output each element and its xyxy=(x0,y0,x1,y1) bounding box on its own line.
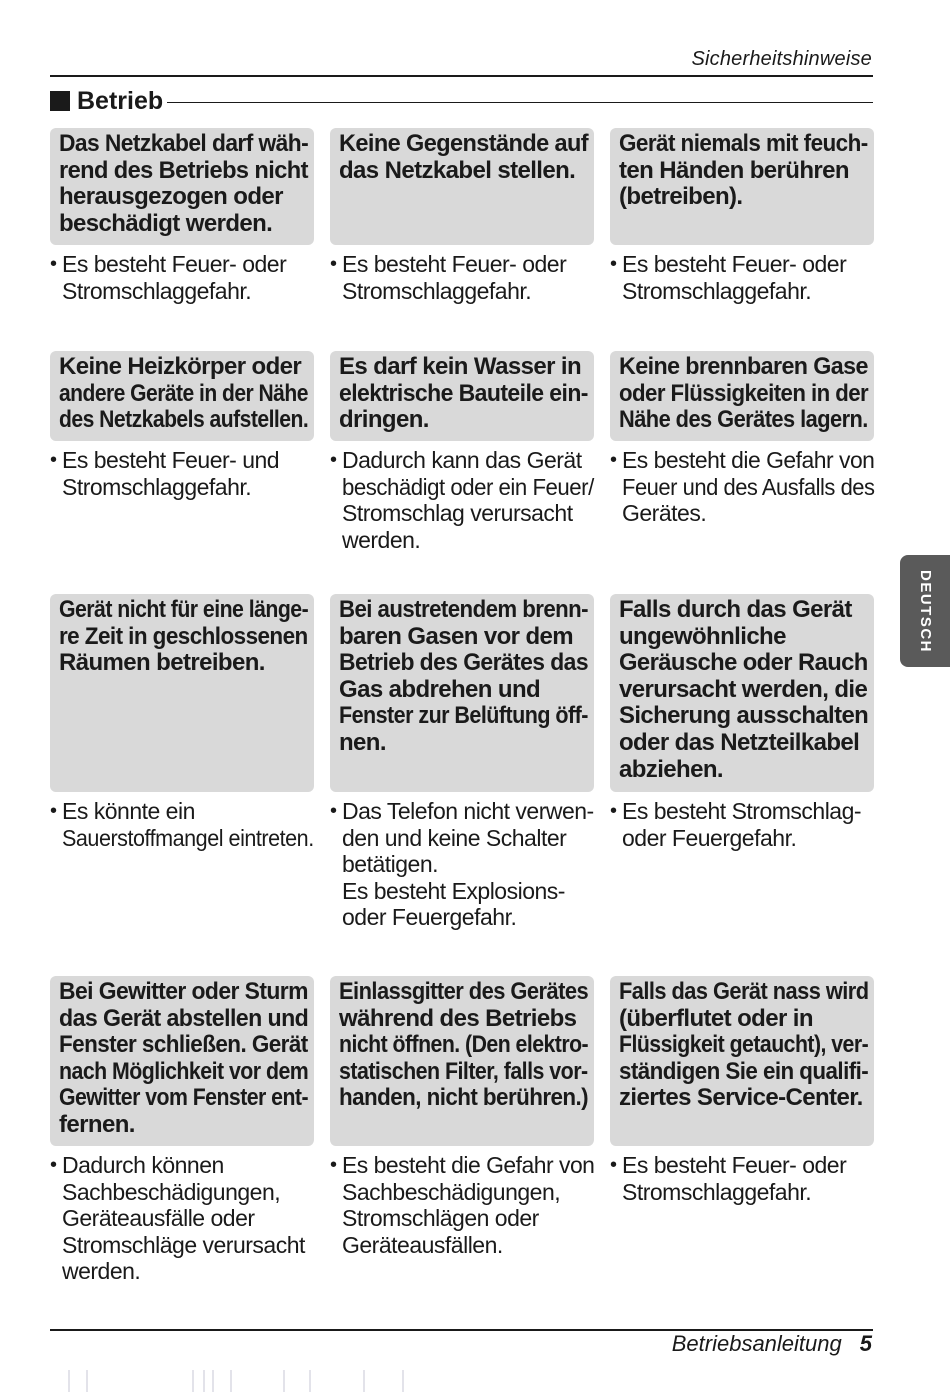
warning-card xyxy=(330,351,594,553)
consequence-line: Es besteht Feuer- oder xyxy=(342,251,567,277)
footer-manual-title: Betriebsanleitung xyxy=(671,1331,842,1356)
language-tab xyxy=(900,555,950,667)
consequence-line: Das Telefon nicht verwen- xyxy=(342,798,594,824)
warning-card xyxy=(610,976,874,1205)
warning-card-title xyxy=(610,594,874,792)
warning-title-line: Keine brennbaren Gase xyxy=(619,353,868,380)
consequence-line: beschädigt oder ein Feuer/ xyxy=(342,473,594,500)
warning-title-line: Sicherung ausschalten xyxy=(619,702,869,730)
section-square-icon xyxy=(50,91,70,111)
bullet-icon: • xyxy=(330,253,337,275)
consequence-line: Sachbeschädigungen, xyxy=(62,1178,281,1205)
warning-title-line: Keine Heizkörper oder xyxy=(59,353,302,380)
consequence-line: Feuer und des Ausfalls des xyxy=(622,473,875,500)
warning-card xyxy=(330,976,594,1258)
consequence-line: Es besteht die Gefahr von xyxy=(342,1152,595,1178)
print-mark xyxy=(192,1370,194,1392)
bullet-icon: • xyxy=(330,449,337,471)
print-mark xyxy=(68,1370,70,1392)
print-mark xyxy=(203,1370,205,1392)
warning-title-line: Gewitter vom Fenster ent- xyxy=(59,1084,309,1112)
consequence-line: Dadurch können xyxy=(62,1152,224,1178)
warning-title-line: Keine Gegenstände auf xyxy=(339,130,589,157)
bullet-icon: • xyxy=(50,1154,57,1176)
consequence-line: Gerätes. xyxy=(622,500,707,527)
warning-title-line: Gas abdrehen und xyxy=(339,675,541,703)
warning-title-line: handen, nicht berühren.) xyxy=(339,1084,589,1112)
warning-card-consequence xyxy=(50,447,314,500)
consequence-line: Stromschlaggefahr. xyxy=(62,277,252,304)
warning-card-title xyxy=(610,351,874,441)
bullet-icon: • xyxy=(610,800,617,822)
print-mark xyxy=(212,1370,214,1392)
consequence-line: Stromschlag verursacht xyxy=(342,500,573,527)
warning-title-line: Einlassgitter des Gerätes xyxy=(339,978,589,1005)
warning-card-title xyxy=(50,594,314,792)
warning-title-line: Betrieb des Gerätes das xyxy=(339,649,588,677)
warning-title-line: Bei austretendem brenn- xyxy=(339,596,589,623)
consequence-line: oder Feuergefahr. xyxy=(342,904,517,931)
consequence-line: Es besteht Feuer- oder xyxy=(622,251,847,277)
warning-card-title xyxy=(610,128,874,245)
bullet-icon: • xyxy=(330,800,337,822)
print-mark xyxy=(283,1370,285,1392)
warning-title-line: des Netzkabels aufstellen. xyxy=(59,406,309,434)
warning-card-title xyxy=(330,594,594,792)
warning-title-line: oder Flüssigkeiten in der xyxy=(619,379,869,407)
section-title xyxy=(50,86,873,116)
warning-title-line: ungewöhnliche xyxy=(619,622,786,650)
page-number: 5 xyxy=(859,1331,872,1356)
bullet-icon: • xyxy=(50,800,57,822)
warning-card-consequence xyxy=(330,251,594,304)
warning-card-consequence xyxy=(50,251,314,304)
section-label: Betrieb xyxy=(77,86,164,115)
warning-title-line: Bei Gewitter oder Sturm xyxy=(59,978,308,1005)
warning-title-line: nach Möglichkeit vor dem xyxy=(59,1057,309,1085)
bullet-icon: • xyxy=(610,253,617,275)
warning-card-consequence xyxy=(610,1152,874,1205)
warning-card-consequence xyxy=(330,1152,594,1258)
warning-title-line: re Zeit in geschlossenen xyxy=(59,622,308,650)
warning-title-line: das Gerät abstellen und xyxy=(59,1004,309,1032)
consequence-line: werden. xyxy=(62,1258,141,1285)
warning-title-line: Fenster schließen. Gerät xyxy=(59,1031,308,1059)
warning-card-title xyxy=(50,351,314,441)
warning-title-line: dringen. xyxy=(339,406,429,434)
warning-title-line: statischen Filter, falls vor- xyxy=(339,1057,588,1085)
warning-title-line: beschädigt werden. xyxy=(59,209,273,237)
warning-card-title xyxy=(330,976,594,1146)
warning-title-line: fernen. xyxy=(59,1110,135,1138)
consequence-line: Sauerstoffmangel eintreten. xyxy=(62,824,314,851)
consequence-line: werden. xyxy=(342,526,421,553)
warning-card xyxy=(50,351,314,500)
bullet-icon: • xyxy=(330,1154,337,1176)
warning-title-line: während des Betriebs xyxy=(339,1004,577,1032)
consequence-line: Es besteht Feuer- oder xyxy=(622,1152,847,1178)
running-header: Sicherheitshinweise xyxy=(691,48,872,70)
consequence-line: Stromschlaggefahr. xyxy=(342,277,532,304)
warning-title-line: Gerät niemals mit feuch- xyxy=(619,130,868,157)
consequence-line: Es besteht Stromschlag- xyxy=(622,798,862,824)
bullet-icon: • xyxy=(50,253,57,275)
warning-card xyxy=(50,128,314,304)
warning-title-line: Fenster zur Belüftung öff- xyxy=(339,702,588,730)
consequence-line: betätigen. xyxy=(342,851,439,878)
print-mark xyxy=(86,1370,88,1392)
print-mark xyxy=(363,1370,365,1392)
warning-title-line: abziehen. xyxy=(619,755,723,783)
warning-title-line: ziertes Service-Center. xyxy=(619,1084,863,1112)
warning-title-line: Das Netzkabel darf wäh- xyxy=(59,130,309,157)
print-mark xyxy=(309,1370,311,1392)
warning-title-line: Nähe des Gerätes lagern. xyxy=(619,406,868,434)
consequence-line: Es besteht Explosions- xyxy=(342,877,565,904)
warning-title-line: oder das Netzteilkabel xyxy=(619,728,860,756)
consequence-line: Dadurch kann das Gerät xyxy=(342,447,582,473)
warning-card-title xyxy=(330,351,594,441)
consequence-line: Sachbeschädigungen, xyxy=(342,1178,561,1205)
warning-card xyxy=(610,351,874,527)
warning-card-consequence xyxy=(50,1152,314,1285)
warning-title-line: nicht öffnen. (Den elektro- xyxy=(339,1031,589,1059)
warning-card xyxy=(610,594,874,851)
warning-card-consequence xyxy=(50,798,314,851)
warning-card-title xyxy=(50,128,314,245)
consequence-line: Es besteht Feuer- oder xyxy=(62,251,287,277)
warning-title-line: rend des Betriebs nicht xyxy=(59,156,308,184)
consequence-line: Stromschlaggefahr. xyxy=(622,1178,812,1205)
bullet-icon: • xyxy=(50,449,57,471)
warning-card-consequence xyxy=(330,798,594,931)
warning-card xyxy=(330,128,594,304)
warning-card xyxy=(50,594,314,851)
warning-card-consequence xyxy=(610,251,874,304)
consequence-line: oder Feuergefahr. xyxy=(622,824,797,851)
warning-title-line: elektrische Bauteile ein- xyxy=(339,379,588,407)
warning-card-consequence xyxy=(610,798,874,851)
warning-title-line: (betreiben). xyxy=(619,183,743,211)
print-mark xyxy=(230,1370,232,1392)
warning-title-line: baren Gasen vor dem xyxy=(339,622,574,650)
bullet-icon: • xyxy=(610,449,617,471)
warning-title-line: (überflutet oder in xyxy=(619,1004,813,1032)
warning-card xyxy=(50,976,314,1285)
warning-card-consequence xyxy=(330,447,594,553)
warning-title-line: Es darf kein Wasser in xyxy=(339,353,582,380)
warning-title-line: Flüssigkeit getaucht), ver- xyxy=(619,1031,869,1059)
warning-title-line: nen. xyxy=(339,728,386,756)
language-tab-label: DEUTSCH xyxy=(916,569,934,653)
warning-title-line: herausgezogen oder xyxy=(59,183,283,211)
consequence-line: Stromschlaggefahr. xyxy=(62,473,252,500)
footer xyxy=(672,1331,872,1357)
print-mark xyxy=(402,1370,404,1392)
consequence-line: den und keine Schalter xyxy=(342,824,567,851)
section-rule xyxy=(167,102,873,103)
warning-title-line: Falls das Gerät nass wird xyxy=(619,978,869,1005)
warning-card xyxy=(330,594,594,931)
warning-title-line: das Netzkabel stellen. xyxy=(339,156,576,184)
consequence-line: Es könnte ein xyxy=(62,798,195,824)
warning-card-title xyxy=(610,976,874,1146)
warning-title-line: Geräusche oder Rauch xyxy=(619,649,868,677)
consequence-line: Stromschläge verursacht xyxy=(62,1231,305,1258)
warning-title-line: andere Geräte in der Nähe xyxy=(59,379,308,407)
consequence-line: Stromschlaggefahr. xyxy=(622,277,812,304)
warning-title-line: Räumen betreiben. xyxy=(59,649,265,677)
warning-card-consequence xyxy=(610,447,874,527)
consequence-line: Stromschlägen oder xyxy=(342,1205,539,1232)
consequence-line: Geräteausfälle oder xyxy=(62,1205,255,1232)
warning-card-title xyxy=(50,976,314,1146)
warning-title-line: ständigen Sie ein qualifi- xyxy=(619,1057,869,1085)
consequence-line: Es besteht Feuer- und xyxy=(62,447,280,473)
bullet-icon: • xyxy=(610,1154,617,1176)
warning-title-line: Falls durch das Gerät xyxy=(619,596,852,623)
warning-title-line: ten Händen berühren xyxy=(619,156,849,184)
warning-title-line: verursacht werden, die xyxy=(619,675,868,703)
consequence-line: Geräteausfällen. xyxy=(342,1231,503,1258)
header-rule xyxy=(50,75,873,77)
warning-card xyxy=(610,128,874,304)
warning-title-line: Gerät nicht für eine länge- xyxy=(59,596,309,623)
warning-card-title xyxy=(330,128,594,245)
consequence-line: Es besteht die Gefahr von xyxy=(622,447,875,473)
